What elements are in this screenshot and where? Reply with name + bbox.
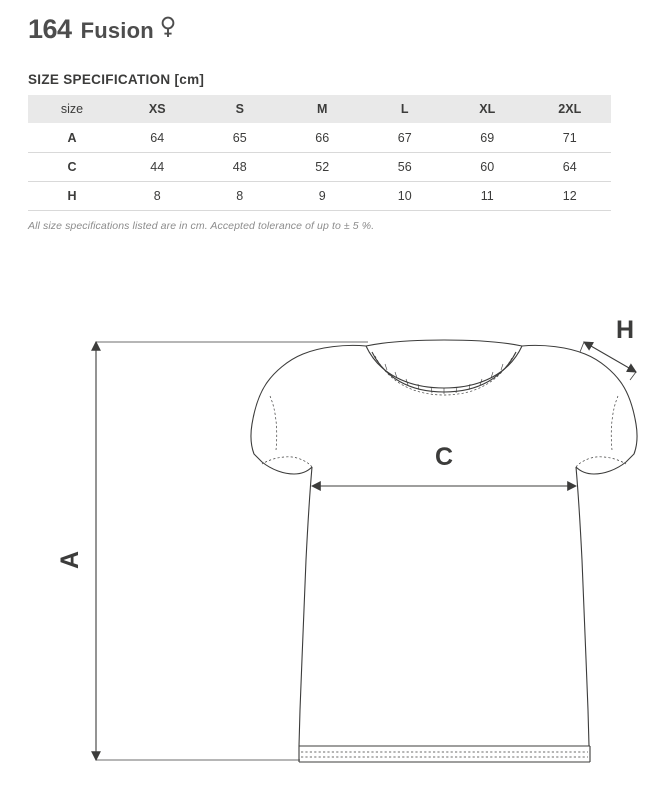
row-label: H [28, 182, 116, 211]
table-cell: 48 [199, 153, 282, 182]
table-cell: 65 [199, 124, 282, 153]
column-header: XS [116, 95, 199, 124]
product-name: Fusion [80, 18, 154, 43]
column-header: XL [446, 95, 529, 124]
table-cell: 60 [446, 153, 529, 182]
table-row [28, 182, 611, 211]
size-specification-table [28, 95, 611, 211]
table-cell: 66 [281, 124, 364, 153]
dimension-label-c: C [434, 443, 454, 471]
product-code: 164 [28, 14, 72, 44]
page-title [28, 0, 639, 56]
table-cell: 69 [446, 124, 529, 153]
neck-rib-detail [385, 364, 503, 394]
dimension-c [312, 443, 576, 486]
table-cell: 8 [116, 182, 199, 211]
table-cell: 71 [529, 124, 612, 153]
spec-heading-text: SIZE SPECIFICATION [28, 72, 171, 87]
table-cell: 10 [364, 182, 447, 211]
spec-heading-unit: [cm] [174, 72, 205, 87]
column-header: L [364, 95, 447, 124]
dimension-label-a: A [56, 550, 84, 570]
table-cell: 12 [529, 182, 612, 211]
table-cell: 11 [446, 182, 529, 211]
table-row [28, 153, 611, 182]
table-cell: 52 [281, 153, 364, 182]
stitching-details [262, 356, 626, 757]
spec-heading [28, 72, 639, 87]
table-corner-label: size [28, 95, 116, 124]
column-header: S [199, 95, 282, 124]
table-header-row [28, 95, 611, 124]
table-row [28, 124, 611, 153]
table-cell: 64 [529, 153, 612, 182]
table-cell: 56 [364, 153, 447, 182]
garment-technical-drawing [0, 300, 667, 800]
dimension-h [580, 316, 636, 380]
table-cell: 67 [364, 124, 447, 153]
column-header: M [281, 95, 364, 124]
row-label: C [28, 153, 116, 182]
table-cell: 9 [281, 182, 364, 211]
female-gender-icon [161, 16, 175, 38]
table-cell: 64 [116, 124, 199, 153]
dimension-label-h: H [615, 316, 635, 344]
dimension-a [56, 342, 368, 760]
table-cell: 8 [199, 182, 282, 211]
table-cell: 44 [116, 153, 199, 182]
tolerance-note: All size specifications listed are in cm. Accepted tolerance of up to ± 5 %. [28, 220, 375, 232]
tshirt-outline [251, 340, 637, 762]
column-header: 2XL [529, 95, 612, 124]
row-label: A [28, 124, 116, 153]
